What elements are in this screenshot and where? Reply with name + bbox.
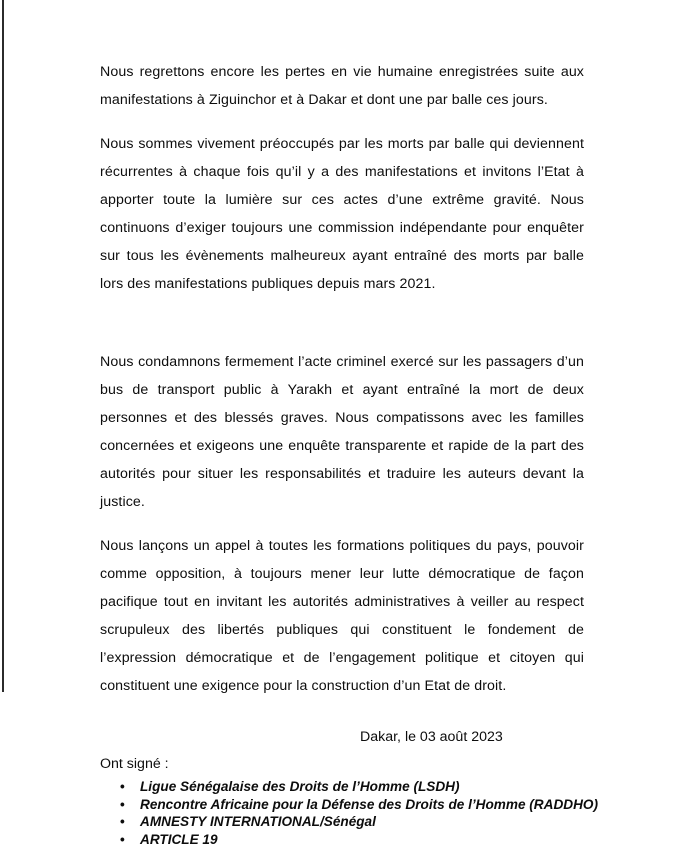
signatory-name: Ligue Sénégalaise des Droits de l’Homme (LSDH) xyxy=(140,779,460,794)
bullet-icon: • xyxy=(120,831,125,848)
page-left-edge-rule xyxy=(2,0,4,692)
paragraph-2: Nous sommes vivement préoccupés par les morts par balle qui deviennent récurrentes à chaque fois qu’il y a des manifestations et invitons l’Etat à apporter toute la lumière sur ces actes d’une extrême gravité. Nous continuons d’exiger toujours une commission indépendante pour enquêter sur tous les évènements malheureux ayant entraîné des morts par balle lors des manifestations publiques depuis mars 2021. xyxy=(100,130,584,298)
signatory-name: Rencontre Africaine pour la Défense des Droits de l’Homme (RADDHO) xyxy=(140,797,598,812)
list-item xyxy=(100,831,584,848)
paragraph-1: Nous regrettons encore les pertes en vie humaine enregistrées suite aux manifestations à Ziguinchor et à Dakar et dont une par balle ces jours. xyxy=(100,58,584,114)
list-item xyxy=(100,796,584,814)
signatory-name: ARTICLE 19 xyxy=(140,832,218,847)
signatory-name: AMNESTY INTERNATIONAL/Sénégal xyxy=(140,814,376,829)
signed-by-label: Ont signé : xyxy=(100,752,584,776)
bullet-icon: • xyxy=(120,813,125,831)
paragraph-3: Nous condamnons fermement l’acte criminel exercé sur les passagers d’un bus de transport public à Yarakh et ayant entraîné la mort de deux personnes et des blessés graves. Nous compatissons avec les familles concernées et exigeons une enquête transparente et rapide de la part des autorités pour situer les responsabilités et traduire les auteurs devant la justice. xyxy=(100,348,584,516)
signatory-list xyxy=(100,778,584,848)
bullet-icon: • xyxy=(120,778,125,796)
date-line: Dakar, le 03 août 2023 xyxy=(100,724,584,750)
bullet-icon: • xyxy=(120,796,125,814)
paragraph-4: Nous lançons un appel à toutes les formations politiques du pays, pouvoir comme opposition, à toujours mener leur lutte démocratique de façon pacifique tout en invitant les autorités administratives à veiller au respect scrupuleux des libertés publiques qui constituent le fondement de l’expression démocratique et de l’engagement politique et citoyen qui constituent une exigence pour la construction d’un Etat de droit. xyxy=(100,532,584,700)
list-item xyxy=(100,778,584,796)
document-body xyxy=(100,0,584,848)
list-item xyxy=(100,813,584,831)
